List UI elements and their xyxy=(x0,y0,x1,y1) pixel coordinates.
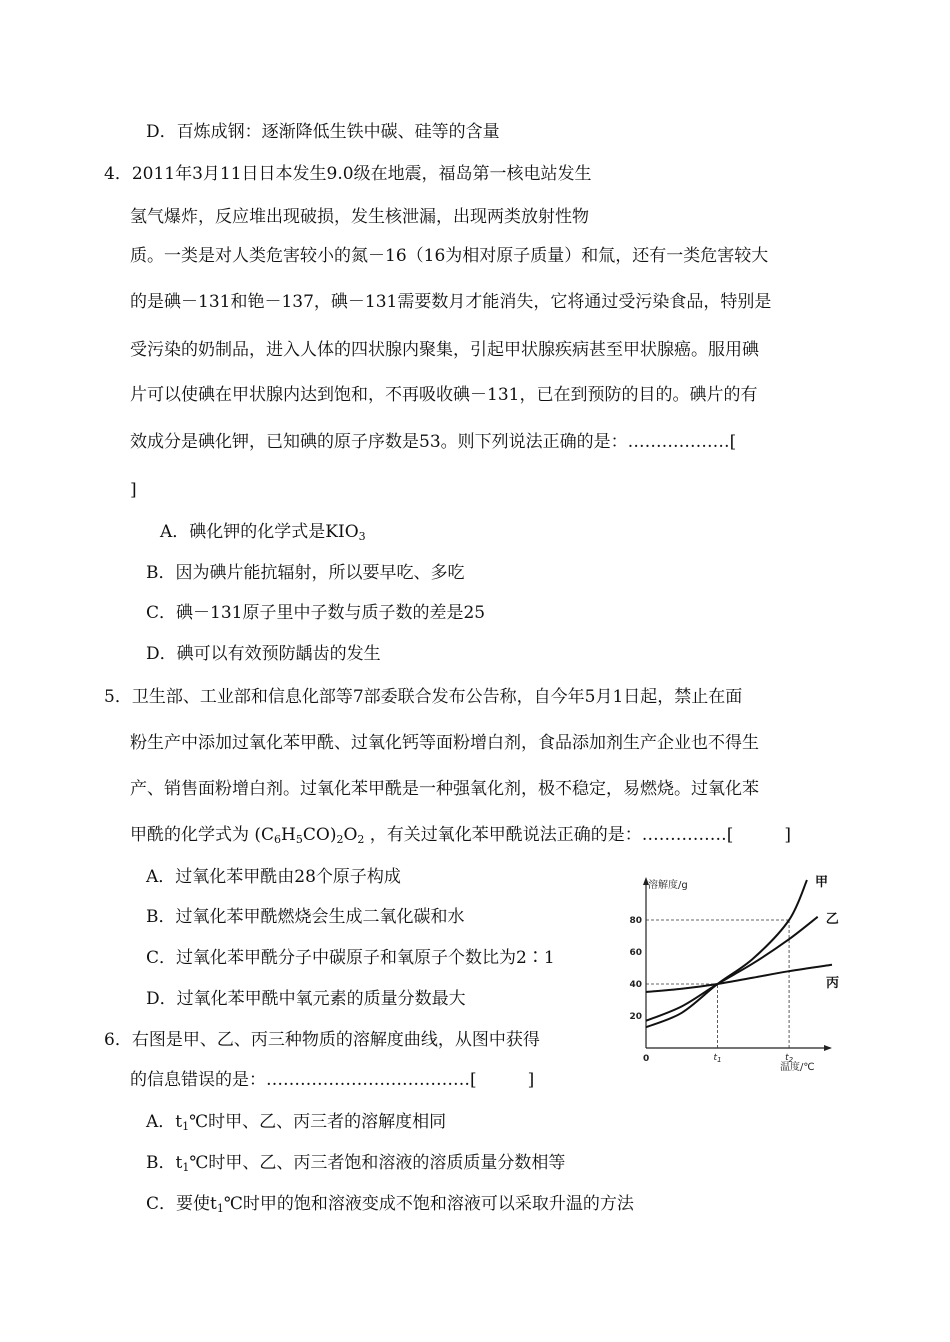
x-axis-label: 温度/℃ xyxy=(780,1062,815,1073)
question-4-option-d: D．碘可以有效预防龋齿的发生 xyxy=(146,644,381,664)
question-4-option-a xyxy=(160,520,366,549)
question-5-line-1: 5．卫生部、工业部和信息化部等7部委联合发布公告称，自今年5月1日起，禁止在面 xyxy=(104,687,743,707)
question-6-line-1: 6．右图是甲、乙、丙三种物质的溶解度曲线，从图中获得 xyxy=(104,1030,540,1050)
question-5-option-c: C．过氧化苯甲酰分子中碳原子和氧原子个数比为2∶1 xyxy=(146,948,555,968)
y-tick-label: 40 xyxy=(629,980,642,990)
option-text: A．碘化钾的化学式是KIO xyxy=(160,522,359,542)
question-4-line-7: 效成分是碘化钾，已知碘的原子序数是53。则下列说法正确的是：………………[ xyxy=(130,432,737,452)
question-4-option-c: C．碘－131原子里中子数与质子数的差是25 xyxy=(146,603,486,623)
series-curve-2 xyxy=(646,917,818,1021)
question-5-line-4 xyxy=(130,823,791,852)
text: ℃时甲、乙、丙三者的溶解度相同 xyxy=(189,1112,447,1132)
series-label-1: 甲 xyxy=(814,875,828,890)
x-tick-label: $t_1$ xyxy=(713,1053,722,1064)
text: H xyxy=(281,825,296,845)
y-axis-label: 溶解度/g xyxy=(648,880,688,891)
origin-label: 0 xyxy=(643,1054,650,1064)
subscript: 6 xyxy=(274,833,282,846)
text: 甲酰的化学式为 (C xyxy=(130,825,275,845)
text: B．t xyxy=(146,1153,183,1173)
text: ℃时甲、乙、丙三者饱和溶液的溶质质量分数相等 xyxy=(189,1153,566,1173)
solubility-chart xyxy=(610,868,850,1078)
text: O xyxy=(343,825,358,845)
question-6-option-c xyxy=(146,1192,634,1221)
question-4-line-5: 受污染的奶制品，进入人体的四状腺内聚集，引起甲状腺疾病甚至甲状腺癌。服用碘 xyxy=(130,340,759,360)
y-tick-label: 80 xyxy=(629,916,642,926)
subscript: 3 xyxy=(358,530,366,543)
subscript: 1 xyxy=(216,1202,224,1215)
x-axis-arrow xyxy=(824,1045,832,1051)
question-6-option-b xyxy=(146,1151,565,1180)
chart-series xyxy=(646,880,832,1027)
text: ℃时甲的饱和溶液变成不饱和溶液可以采取升温的方法 xyxy=(223,1194,634,1214)
subscript: 5 xyxy=(295,833,303,846)
series-label-3: 丙 xyxy=(826,975,840,991)
question-5-line-3: 产、销售面粉增白剂。过氧化苯甲酰是一种强氧化剂，极不稳定，易燃烧。过氧化苯 xyxy=(130,779,759,799)
question-6-line-2: 的信息错误的是：………………………………[ ] xyxy=(130,1070,535,1090)
question-5-option-b: B．过氧化苯甲酰燃烧会生成二氧化碳和水 xyxy=(146,907,465,927)
question-5-option-d: D．过氧化苯甲酰中氧元素的质量分数最大 xyxy=(146,989,466,1009)
subscript: 2 xyxy=(336,833,344,846)
series-label-2: 乙 xyxy=(825,911,839,927)
text: A．t xyxy=(146,1112,183,1132)
y-tick-label: 60 xyxy=(629,948,642,958)
question-3-option-d: D．百炼成钢：逐渐降低生铁中碳、硅等的含量 xyxy=(146,122,500,142)
question-4-option-b: B．因为碘片能抗辐射，所以要早吃、多吃 xyxy=(146,563,465,583)
question-4-line-4: 的是碘－131和铯－137，碘－131需要数月才能消失，它将通过受污染食品，特别是 xyxy=(130,292,772,312)
chart-axes xyxy=(643,877,832,1051)
subscript: 2 xyxy=(357,833,365,846)
question-4-line-3: 质。一类是对人类危害较小的氮－16（16为相对原子质量）和氚，还有一类危害较大 xyxy=(130,246,769,266)
x-tick-label: $t_2$ xyxy=(785,1053,794,1064)
question-4-line-8: ] xyxy=(130,480,137,500)
question-5-line-2: 粉生产中添加过氧化苯甲酰、过氧化钙等面粉增白剂，食品添加剂生产企业也不得生 xyxy=(130,733,759,753)
text: CO) xyxy=(302,825,337,845)
text: ，有关过氧化苯甲酰说法正确的是：……………[ ] xyxy=(364,825,792,845)
question-5-option-a: A．过氧化苯甲酰由28个原子构成 xyxy=(146,867,401,887)
text: C．要使t xyxy=(146,1194,217,1214)
y-tick-label: 20 xyxy=(629,1012,642,1022)
subscript: 1 xyxy=(182,1120,190,1133)
question-4-line-1: 4．2011年3月11日日本发生9.0级在地震，福岛第一核电站发生 xyxy=(104,164,592,184)
subscript: 1 xyxy=(182,1161,190,1174)
series-curve-1 xyxy=(646,880,807,1027)
question-4-line-6: 片可以使碘在甲状腺内达到饱和，不再吸收碘－131，已在到预防的目的。碘片的有 xyxy=(130,385,758,405)
question-4-line-2: 氢气爆炸，反应堆出现破损，发生核泄漏，出现两类放射性物 xyxy=(130,207,589,227)
question-6-option-a xyxy=(146,1110,446,1139)
